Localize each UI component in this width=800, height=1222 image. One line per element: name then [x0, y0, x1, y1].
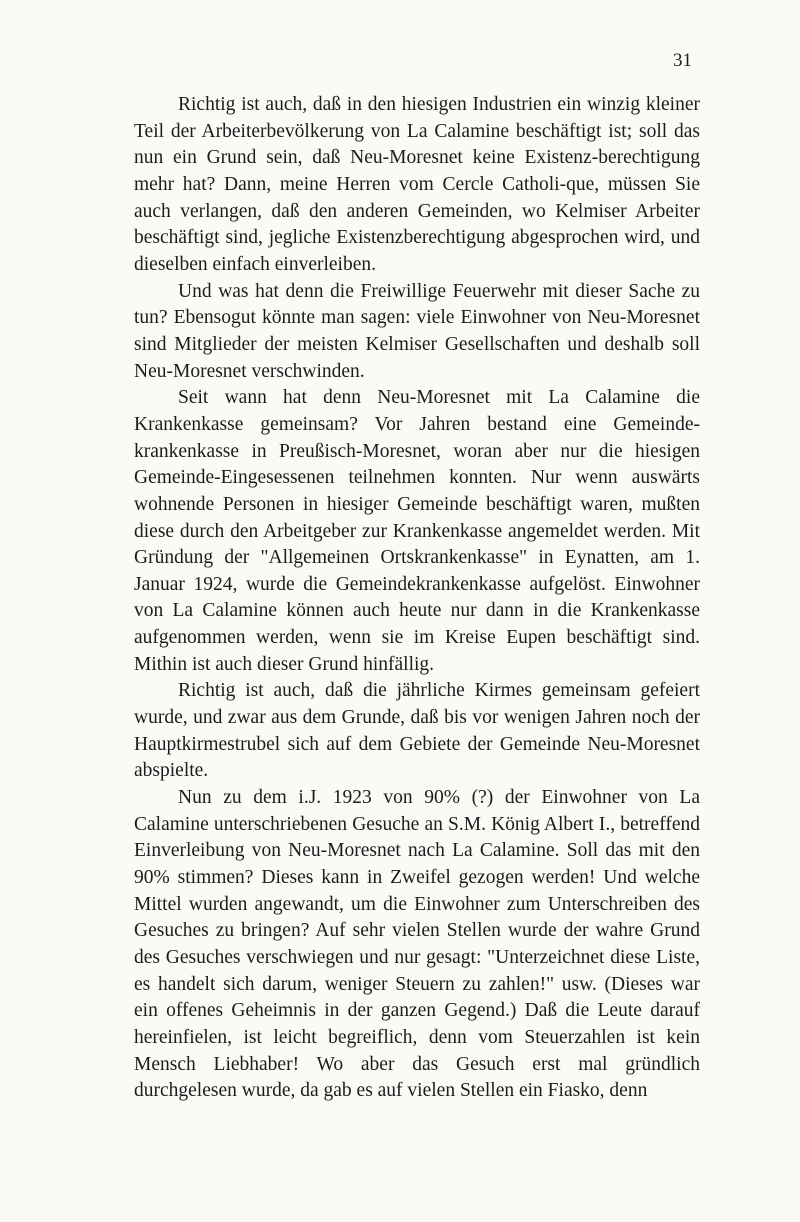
paragraph: Und was hat denn die Freiwillige Feuerwehr mit dieser Sache zu tun? Ebensogut könnte man sagen: viele Einwohner von Neu-Moresnet sind Mitglieder der meisten Kelmiser Gesellschaften und deshalb soll Neu-Moresnet verschwinden.: [134, 280, 700, 382]
paragraph: Seit wann hat denn Neu-Moresnet mit La Calamine die Krankenkasse gemeinsam? Vor Jahren bestand eine Gemeinde-krankenkasse in Preußisch-Moresnet, woran aber nur die hiesigen Gemeinde-Eingesessenen teilnehmen konnten. Nur wenn auswärts wohnende Personen in hiesiger Gemeinde beschäftigt waren, mußten diese durch den Arbeitgeber zur Krankenkasse angemeldet werden. Mit Gründung der "Allgemeinen Ortskrankenkasse" in Eynatten, am 1. Januar 1924, wurde die Gemeindekrankenkasse aufgelöst. Einwohner von La Calamine können auch heute nur dann in die Krankenkasse aufgenommen werden, wenn sie im Kreise Eupen beschäftigt sind. Mithin ist auch dieser Grund hinfällig.: [134, 387, 700, 675]
paragraph: Nun zu dem i.J. 1923 von 90% (?) der Einwohner von La Calamine unterschriebenen Gesuche an S.M. König Albert I., betreffend Einverleibung von Neu-Moresnet nach La Calamine. Soll das mit den 90% stimmen? Dieses kann in Zweifel gezogen werden! Und welche Mittel wurden angewandt, um die Einwohner zum Unterschreiben des Gesuches zu bringen? Auf sehr vielen Stellen wurde der wahre Grund des Gesuches verschwiegen und nur gesagt: "Unterzeichnet diese Liste, es handelt sich darum, weniger Steuern zu zahlen!" usw. (Dieses war ein offenes Geheimnis in der ganzen Gegend.) Daß die Leute darauf hereinfielen, ist leicht begreiflich, denn vom Steuerzahlen ist kein Mensch Liebhaber! Wo aber das Gesuch erst mal gründlich durchgelesen wurde, da gab es auf vielen Stellen ein Fiasko, denn: [134, 787, 700, 1102]
paragraph: Richtig ist auch, daß in den hiesigen Industrien ein winzig kleiner Teil der Arbeiterbevölkerung von La Calamine beschäftigt ist; soll das nun ein Grund sein, daß Neu-Moresnet keine Existenz-berechtigung mehr hat? Dann, meine Herren vom Cercle Catholi-que, müssen Sie auch verlangen, daß den anderen Gemeinden, wo Kelmiser Arbeiter beschäftigt sind, jegliche Existenzberechtigung abgesprochen wird, und dieselben einfach einverleiben.: [134, 94, 700, 275]
paragraph: Richtig ist auch, daß die jährliche Kirmes gemeinsam gefeiert wurde, und zwar aus dem Grunde, daß bis vor wenigen Jahren noch der Hauptkirmestrubel sich auf dem Gebiete der Gemeinde Neu-Moresnet abspielte.: [134, 680, 700, 782]
body-text: [134, 92, 700, 1105]
page-number: 31: [673, 50, 692, 71]
